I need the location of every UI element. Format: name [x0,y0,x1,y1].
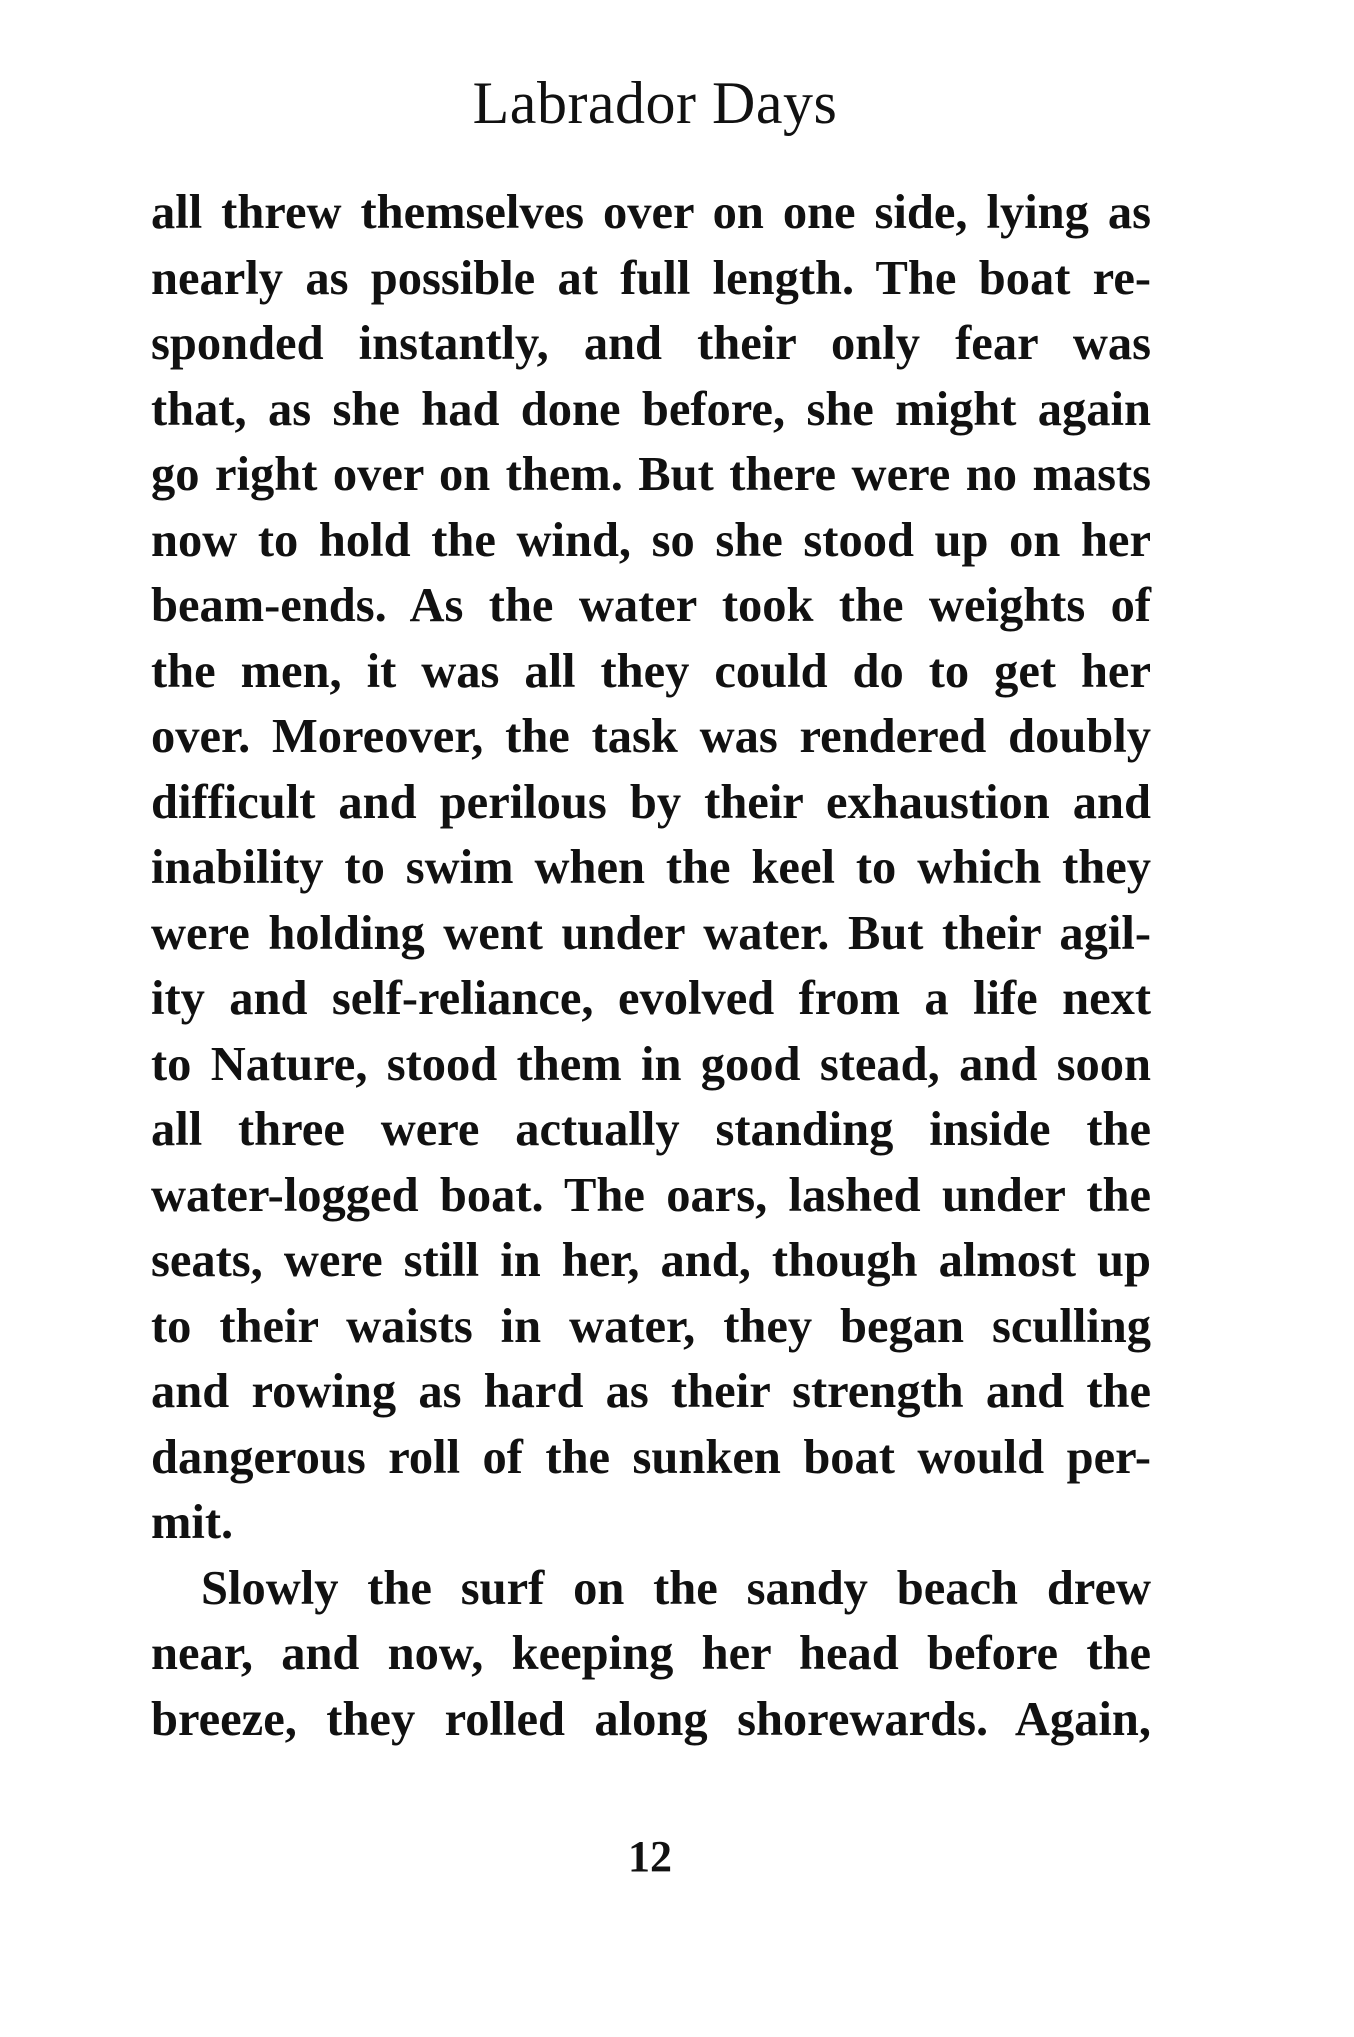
running-head: Labrador Days [472,70,838,136]
text-line: nearly as possible at full length. The boat re- [151,251,1151,305]
text-line: difficult and perilous by their exhaustion and [151,775,1151,829]
text-line: now to hold the wind, so she stood up on her [151,513,1151,567]
text-line: go right over on them. But there were no masts [151,448,1151,501]
paragraph [151,1556,1151,1753]
text-line: were holding went under water. But their agil- [151,906,1151,960]
text-line: all threw themselves over on one side, lying as [151,186,1151,239]
text-line: sponded instantly, and their only fear was [151,317,1151,370]
text-line: near, and now, keeping her head before the [151,1627,1151,1680]
page-number: 12 [628,1832,672,1881]
text-line: that, as she had done before, she might again [151,382,1151,436]
text-line: to Nature, stood them in good stead, and soon [151,1037,1151,1091]
text-line: inability to swim when the keel to which they [151,841,1151,894]
text-line: over. Moreover, the task was rendered doubly [151,710,1151,763]
text-line: and rowing as hard as their strength and the [151,1365,1151,1418]
text-line: the men, it was all they could do to get her [151,644,1151,698]
text-line: breeze, they rolled along shorewards. Again, [151,1692,1151,1746]
paragraph [151,180,1151,1556]
text-line: mit. [151,1496,234,1549]
text-line: beam-ends. As the water took the weights of [151,579,1151,632]
text-line: seats, were still in her, and, though almost up [151,1234,1151,1287]
text-line: water-logged boat. The oars, lashed under the [151,1168,1151,1222]
body-text [151,180,1151,1752]
text-line: ity and self-reliance, evolved from a life next [151,972,1151,1025]
text-line: dangerous roll of the sunken boat would per- [151,1430,1151,1484]
text-line: all three were actually standing inside the [151,1103,1151,1156]
text-line: to their waists in water, they began sculling [151,1299,1151,1353]
text-line: Slowly the surf on the sandy beach drew [201,1561,1151,1615]
